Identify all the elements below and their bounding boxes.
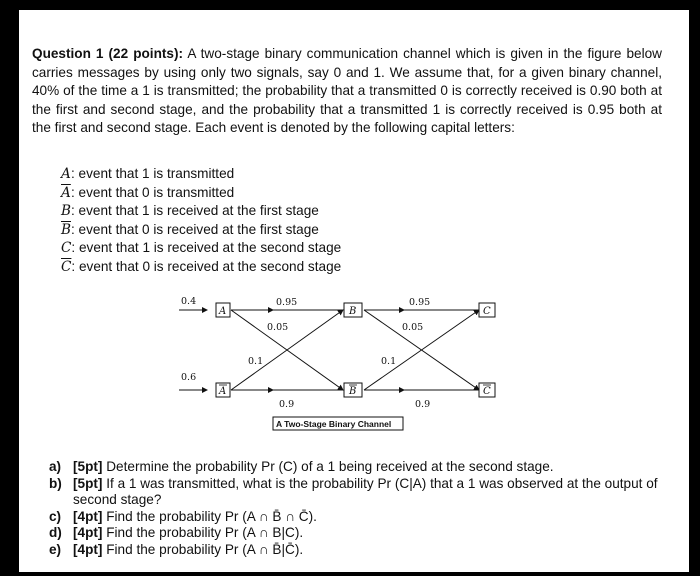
subquestion-label: d) — [49, 525, 62, 541]
subquestion-label: c) — [49, 508, 62, 524]
arrowhead — [268, 307, 274, 313]
node-b-label: B — [349, 306, 357, 317]
event-symbol: A — [61, 166, 71, 182]
subquestion-label: a) — [49, 459, 62, 474]
diagram-caption: A Two-Stage Binary Channel — [276, 419, 392, 429]
stage1-prob-top: 0.95 — [276, 297, 298, 308]
event-text: : event that 0 is received at the first stage — [71, 221, 319, 237]
stage2-prob-bottom: 0.9 — [415, 399, 431, 410]
subquestion-points: [4pt] — [73, 541, 103, 557]
input-prob-bottom: 0.6 — [181, 372, 197, 383]
arrowhead — [399, 307, 405, 313]
subquestion-item — [49, 509, 669, 526]
subquestion-text: Find the probability Pr (A ∩ B̄|C̄). — [106, 541, 304, 557]
subquestion-item — [49, 459, 669, 476]
stage2-prob-cross-top: 0.05 — [402, 322, 424, 333]
node-c-label: C — [483, 306, 491, 317]
question-text: A two-stage binary communication channel which is given in the figure below carries messages by using only two signals, say 0 and 1. We assume that, for a given binary channel, 40% of the time a 1 is transmitted; the probability that a transmitted 0 is correctly received is 0.90 both at the first and second stage, and the probability that a transmitted 1 is correctly received is 0.95 both at the first and second stage. Each event is denoted by the following capital letters: — [32, 46, 662, 136]
event-text: : event that 0 is transmitted — [71, 184, 235, 200]
subquestion-text: Determine the probability Pr (C) of a 1 being received at the second stage. — [106, 459, 554, 474]
event-text: : event that 1 is received at the second stage — [71, 240, 342, 256]
event-symbol: $\overline{A}$ — [61, 184, 71, 201]
event-symbol: $\overline{C}$ — [61, 258, 72, 275]
subquestion-points: [5pt] — [73, 475, 103, 491]
input-prob-top: 0.4 — [181, 296, 197, 307]
node-c-bar-label: C — [483, 386, 491, 397]
stage2-prob-top: 0.95 — [409, 297, 431, 308]
subquestion-list — [49, 459, 669, 559]
event-symbol: $\overline{B}$ — [61, 221, 71, 238]
stage1-prob-bottom: 0.9 — [279, 399, 295, 410]
subquestion-text: Find the probability Pr (A ∩ B|C). — [106, 525, 304, 541]
subquestion-text: If a 1 was transmitted, what is the probability Pr (C|A) that a 1 was observed at the output of second stage? — [73, 475, 658, 508]
subquestion-item — [49, 525, 669, 542]
subquestion-points: [5pt] — [73, 459, 103, 474]
node-b-bar-label: B — [349, 386, 357, 397]
event-symbol: C — [61, 240, 72, 257]
stage2-prob-cross-bottom: 0.1 — [381, 356, 397, 367]
subquestion-points: [4pt] — [73, 525, 103, 541]
node-a-label: A — [219, 306, 227, 317]
subquestion-label: e) — [49, 541, 62, 557]
arrowhead — [268, 387, 274, 393]
event-text: : event that 1 is received at the first stage — [71, 203, 319, 219]
subquestion-label: b) — [49, 475, 62, 491]
event-text: : event that 0 is received at the second stage — [71, 258, 342, 274]
event-text: : event that 1 is transmitted — [71, 166, 235, 181]
arrowhead — [399, 387, 405, 393]
event-symbol: B — [61, 203, 71, 220]
stage1-prob-cross-top: 0.05 — [267, 322, 289, 333]
question-heading: Question 1 (22 points): — [32, 46, 184, 61]
node-a-bar-label: A — [219, 386, 227, 397]
subquestion-item — [49, 476, 669, 509]
stage1-prob-cross-bottom: 0.1 — [248, 356, 264, 367]
subquestion-points: [4pt] — [73, 508, 103, 524]
document-page — [19, 10, 689, 572]
subquestion-item — [49, 542, 669, 559]
subquestion-text: Find the probability Pr (A ∩ B̄ ∩ C̄). — [106, 508, 317, 524]
